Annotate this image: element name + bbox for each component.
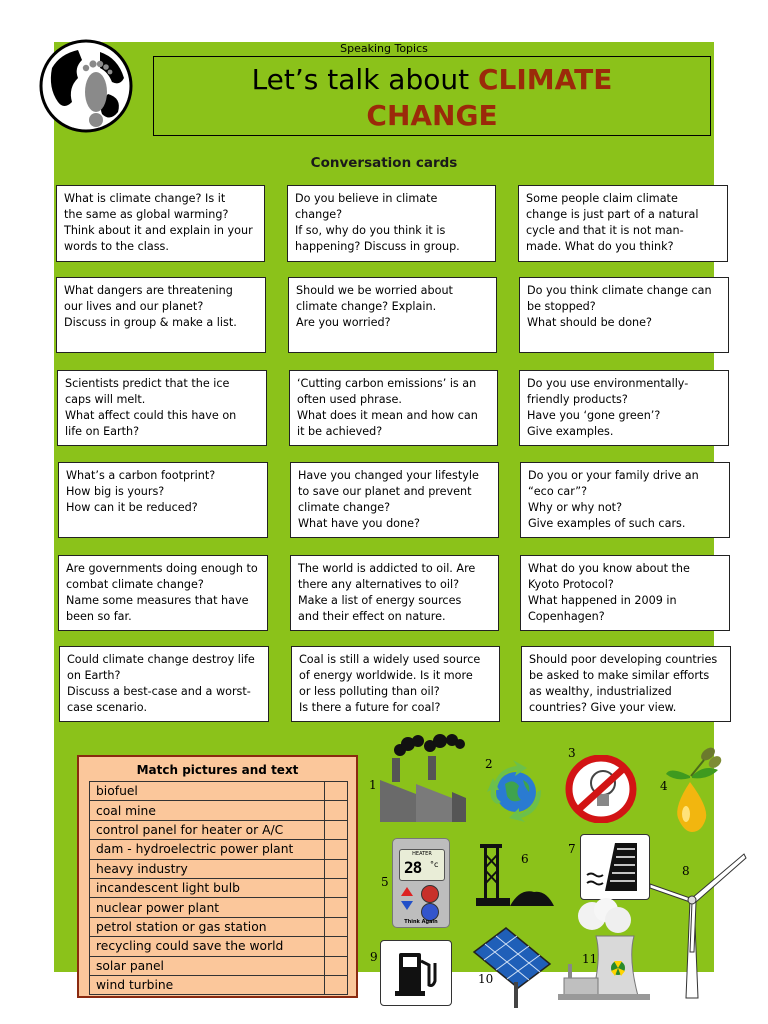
match-item: coal mine xyxy=(90,801,325,820)
picture-number: 3 xyxy=(568,746,576,760)
match-item: control panel for heater or A/C xyxy=(90,820,325,839)
picture-number: 6 xyxy=(521,852,529,866)
conversation-card: Do you or your family drive an “eco car”? Why or why not? Give examples of such cars. xyxy=(520,462,730,538)
dam-drawing xyxy=(581,835,649,899)
picture-number: 1 xyxy=(369,778,377,792)
coal-mine-icon xyxy=(470,838,556,910)
conversation-card: Are governments doing enough to combat climate change? Name some measures that have been so far. xyxy=(58,555,268,631)
picture-number: 8 xyxy=(682,864,690,878)
table-row xyxy=(90,975,348,994)
nuclear-power-plant-icon xyxy=(556,898,652,1004)
conversation-card: Should we be worried about climate change? Explain. Are you worried? xyxy=(288,277,497,353)
conversation-card: Do you think climate change can be stopped? What should be done? xyxy=(519,277,729,353)
match-item: incandescent light bulb xyxy=(90,878,325,897)
match-item: wind turbine xyxy=(90,975,325,994)
conversation-card: What do you know about the Kyoto Protocol? What happened in 2009 in Copenhagen? xyxy=(520,555,730,631)
solar-panel-icon xyxy=(470,924,554,1010)
table-row xyxy=(90,898,348,917)
table-row xyxy=(90,801,348,820)
answer-cell[interactable] xyxy=(325,878,348,897)
match-item: nuclear power plant xyxy=(90,898,325,917)
picture-number: 7 xyxy=(568,842,576,856)
match-table xyxy=(89,781,348,995)
answer-cell[interactable] xyxy=(325,975,348,994)
heater-display xyxy=(399,849,445,881)
conversation-card: Scientists predict that the ice caps will melt. What affect could this have on life on Earth? xyxy=(57,370,267,446)
picture-number: 4 xyxy=(660,779,668,793)
heater-label: HEATER xyxy=(412,851,432,857)
match-item: recycling could save the world xyxy=(90,937,325,956)
heater-control-panel xyxy=(392,838,450,928)
match-item: petrol station or gas station xyxy=(90,917,325,936)
picture-number: 11 xyxy=(582,952,598,966)
match-item: biofuel xyxy=(90,782,325,801)
speaking-topics-label: Speaking Topics xyxy=(340,42,428,55)
picture-number: 2 xyxy=(485,757,493,771)
title-change: CHANGE xyxy=(366,99,498,132)
recycling-globe-icon xyxy=(483,760,549,822)
table-row xyxy=(90,859,348,878)
picture-number: 9 xyxy=(370,950,378,964)
conversation-card: Some people claim climate change is just part of a natural cycle and that it is not man- made. What do you think? xyxy=(518,185,728,262)
heater-caption: Think Again xyxy=(404,919,438,925)
table-row xyxy=(90,782,348,801)
conversation-card: What dangers are threatening our lives and our planet? Discuss in group & make a list. xyxy=(56,277,266,353)
conversation-card: Could climate change destroy life on Earth? Discuss a best-case and a worst- case scenario. xyxy=(59,646,269,722)
heater-temperature: 28 xyxy=(404,858,422,877)
answer-cell[interactable] xyxy=(325,898,348,917)
table-row xyxy=(90,917,348,936)
title-line-1 xyxy=(154,63,710,97)
answer-cell[interactable] xyxy=(325,917,348,936)
conversation-card: Do you use environmentally- friendly products? Have you ‘gone green’? Give examples. xyxy=(519,370,729,446)
answer-cell[interactable] xyxy=(325,859,348,878)
table-row xyxy=(90,820,348,839)
match-title: Match pictures and text xyxy=(136,763,299,777)
picture-number: 10 xyxy=(478,972,494,986)
picture-number: 5 xyxy=(381,875,389,889)
wind-turbine-icon xyxy=(646,848,750,1000)
conversation-card: Do you believe in climate change? If so, why do you think it is happening? Discuss in group. xyxy=(287,185,496,262)
answer-cell[interactable] xyxy=(325,782,348,801)
no-incandescent-bulb-icon xyxy=(565,755,637,823)
conversation-card: Have you changed your lifestyle to save our planet and prevent climate change? What have you done? xyxy=(290,462,499,538)
heater-unit: °c xyxy=(430,860,439,869)
answer-cell[interactable] xyxy=(325,937,348,956)
dam-icon xyxy=(580,834,650,900)
gas-station-icon xyxy=(380,940,452,1006)
temperature-down-icon xyxy=(401,901,413,910)
gas-pump-drawing xyxy=(381,941,451,1005)
temperature-up-icon xyxy=(401,887,413,896)
biofuel-drop-icon xyxy=(660,740,726,835)
answer-cell[interactable] xyxy=(325,801,348,820)
conversation-card: What’s a carbon footprint? How big is yours? How can it be reduced? xyxy=(58,462,268,538)
section-title: Conversation cards xyxy=(310,155,458,171)
footprint-globe-icon xyxy=(38,38,134,134)
title-climate: CLIMATE xyxy=(478,63,613,96)
heat-button xyxy=(421,885,439,903)
conversation-card: Should poor developing countries be asked to make similar efforts as wealthy, industrialized countries? Give your view. xyxy=(521,646,731,722)
title-box xyxy=(153,56,711,136)
title-plain: Let’s talk about xyxy=(251,63,478,96)
factory-icon xyxy=(378,732,468,824)
match-item: heavy industry xyxy=(90,859,325,878)
table-row xyxy=(90,937,348,956)
table-row xyxy=(90,840,348,859)
match-item: solar panel xyxy=(90,956,325,975)
match-item: dam - hydroelectric power plant xyxy=(90,840,325,859)
conversation-card: What is climate change? Is it the same as global warming? Think about it and explain in your words to the class. xyxy=(56,185,265,262)
table-row xyxy=(90,878,348,897)
answer-cell[interactable] xyxy=(325,820,348,839)
table-row xyxy=(90,956,348,975)
match-box xyxy=(77,755,358,998)
conversation-card: The world is addicted to oil. Are there any alternatives to oil? Make a list of energy sources and their effect on nature. xyxy=(290,555,499,631)
answer-cell[interactable] xyxy=(325,956,348,975)
conversation-card: Coal is still a widely used source of energy worldwide. Is it more or less polluting than oil? Is there a future for coal? xyxy=(291,646,500,722)
conversation-card: ‘Cutting carbon emissions’ is an often used phrase. What does it mean and how can it be achieved? xyxy=(289,370,498,446)
answer-cell[interactable] xyxy=(325,840,348,859)
